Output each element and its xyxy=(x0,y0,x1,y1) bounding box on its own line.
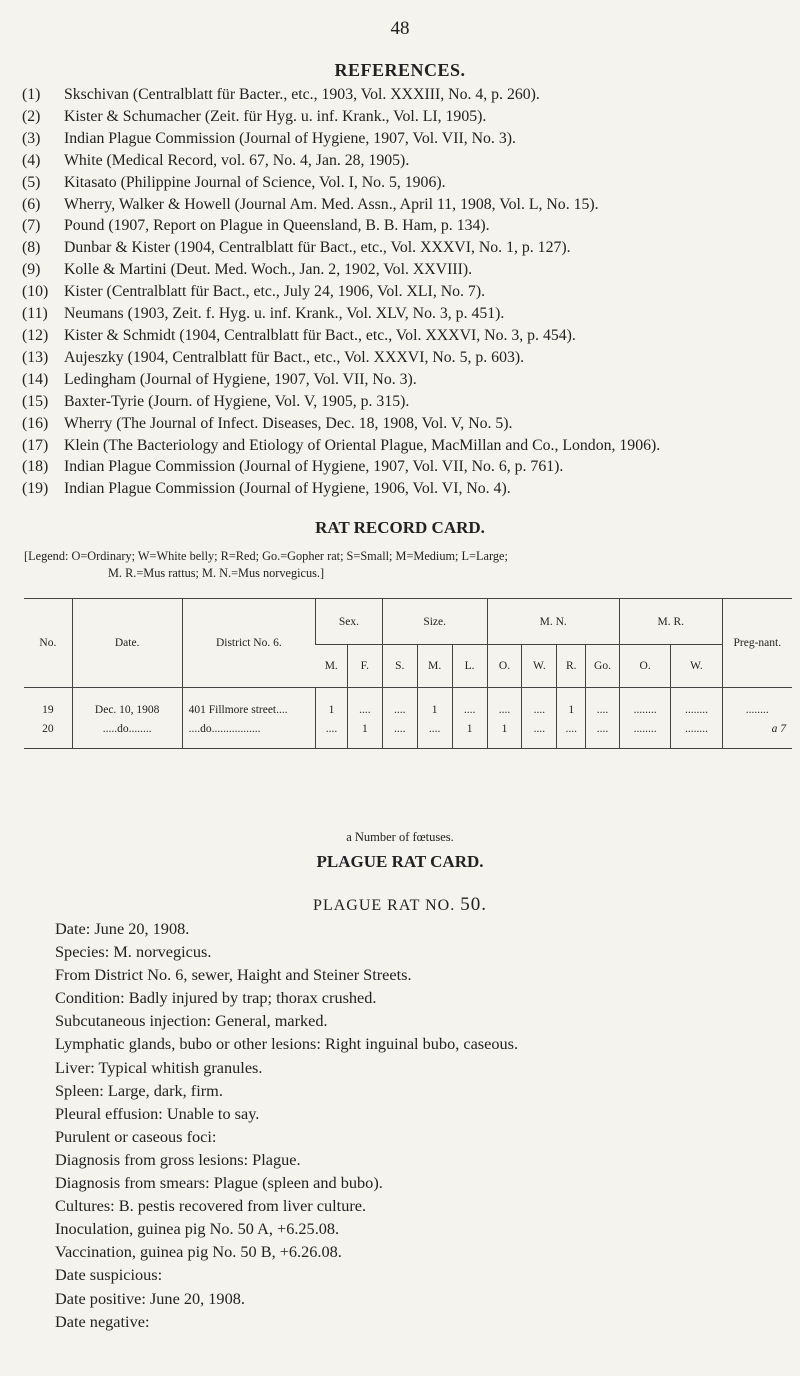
card-line: Date suspicious: xyxy=(55,1265,163,1285)
plague-card-body xyxy=(55,917,795,1333)
card-line: From District No. 6, sewer, Haight and Steiner Streets. xyxy=(55,965,412,985)
reference-item: (6) Wherry, Walker & Howell (Journal Am. Med. Assn., April 11, 1908, Vol. L, No. 15). xyxy=(22,195,599,213)
reference-item: (13) Aujeszky (1904, Centralblatt für Bact., etc., Vol. XXXVI, No. 5, p. 603). xyxy=(22,348,525,366)
table-row: 20 .....do........ ....do................. .... 1 .... .... 1 1 .... .... .... ........ ........ a 7 xyxy=(24,719,792,749)
subheading-number: 50. xyxy=(460,894,487,915)
col-pregnant: Preg-nant. xyxy=(722,599,792,688)
col-date: Date. xyxy=(72,599,182,688)
card-line: Diagnosis from smears: Plague (spleen and bubo). xyxy=(55,1173,383,1193)
card-line: Subcutaneous injection: General, marked. xyxy=(55,1011,328,1031)
card-line: Date positive: June 20, 1908. xyxy=(55,1288,245,1308)
reference-item: (19) Indian Plague Commission (Journal of Hygiene, 1906, Vol. VI, No. 4). xyxy=(22,480,511,498)
col-mr-o: O. xyxy=(619,645,670,688)
reference-item: (14) Ledingham (Journal of Hygiene, 1907, Vol. VII, No. 3). xyxy=(22,370,417,388)
references-heading: REFERENCES. xyxy=(334,60,466,80)
col-mn: M. N. xyxy=(487,599,619,645)
col-mn-go: Go. xyxy=(586,645,620,688)
col-size-s: S. xyxy=(382,645,417,688)
card-line: Vaccination, guinea pig No. 50 B, +6.26.08. xyxy=(55,1242,342,1262)
reference-item: (4) White (Medical Record, vol. 67, No. 4, Jan. 28, 1905). xyxy=(22,151,410,169)
card-line: Spleen: Large, dark, firm. xyxy=(55,1080,223,1100)
reference-item: (10) Kister (Centralblatt für Bact., etc., July 24, 1906, Vol. XLI, No. 7). xyxy=(22,283,486,301)
card-line: Purulent or caseous foci: xyxy=(55,1126,217,1146)
reference-item: (15) Baxter-Tyrie (Journ. of Hygiene, Vol. V, 1905, p. 315). xyxy=(22,392,410,410)
reference-item: (18) Indian Plague Commission (Journal of Hygiene, 1907, Vol. VII, No. 6, p. 761). xyxy=(22,458,564,476)
card-line: Pleural effusion: Unable to say. xyxy=(55,1103,260,1123)
reference-item: (16) Wherry (The Journal of Infect. Diseases, Dec. 18, 1908, Vol. V, No. 5). xyxy=(22,414,513,432)
rat-record-heading: RAT RECORD CARD. xyxy=(315,518,485,537)
card-line: Condition: Badly injured by trap; thorax crushed. xyxy=(55,988,377,1008)
reference-item: (12) Kister & Schmidt (1904, Centralblatt für Bact., etc., Vol. XXXVI, No. 3, p. 454). xyxy=(22,326,576,344)
rat-record-table xyxy=(24,598,792,749)
col-mn-r: R. xyxy=(557,645,586,688)
table-footnote: a Number of fœtuses. xyxy=(346,830,454,844)
col-mr: M. R. xyxy=(619,599,722,645)
card-line: Inoculation, guinea pig No. 50 A, +6.25.08. xyxy=(55,1219,340,1239)
references-list xyxy=(22,84,792,500)
card-line: Diagnosis from gross lesions: Plague. xyxy=(55,1149,301,1169)
col-size-l: L. xyxy=(452,645,487,688)
col-mn-o: O. xyxy=(487,645,522,688)
reference-item: (17) Klein (The Bacteriology and Etiology of Oriental Plague, MacMillan and Co., London, 1906). xyxy=(22,436,661,454)
card-line: Species: M. norvegicus. xyxy=(55,942,212,962)
col-sex: Sex. xyxy=(316,599,383,645)
page-number: 48 xyxy=(390,18,410,39)
col-no: No. xyxy=(39,637,57,649)
reference-item: (3) Indian Plague Commission (Journal of Hygiene, 1907, Vol. VII, No. 3). xyxy=(22,129,516,147)
reference-item: (7) Pound (1907, Report on Plague in Queensland, B. B. Ham, p. 134). xyxy=(22,217,490,235)
col-sex-m: M. xyxy=(316,645,348,688)
col-sex-f: F. xyxy=(347,645,382,688)
legend-line-1: [Legend: O=Ordinary; W=White belly; R=Red; Go.=Gopher rat; S=Small; M=Medium; L=Large; xyxy=(24,549,508,563)
reference-item: (9) Kolle & Martini (Deut. Med. Woch., Jan. 2, 1902, Vol. XXVIII). xyxy=(22,261,473,279)
rat-record-legend xyxy=(24,548,792,582)
card-line: Liver: Typical whitish granules. xyxy=(55,1057,263,1077)
card-line: Date: June 20, 1908. xyxy=(55,919,190,938)
subheading-prefix: PLAGUE RAT NO. xyxy=(313,897,456,914)
col-size: Size. xyxy=(382,599,487,645)
table-row: 19 Dec. 10, 1908 401 Fillmore street.... 1 .... .... 1 .... .... .... 1 .... ........ ........ ........ xyxy=(24,688,792,720)
legend-line-2: M. R.=Mus rattus; M. N.=Mus norvegicus.] xyxy=(108,566,325,580)
col-mr-w: W. xyxy=(671,645,722,688)
col-district: District No. 6. xyxy=(182,599,315,688)
card-line: Cultures: B. pestis recovered from liver culture. xyxy=(55,1196,367,1216)
reference-item: (2) Kister & Schumacher (Zeit. für Hyg. u. inf. Krank., Vol. LI, 1905). xyxy=(22,107,487,125)
reference-item: (11) Neumans (1903, Zeit. f. Hyg. u. inf. Krank., Vol. XLV, No. 3, p. 451). xyxy=(22,305,505,323)
plague-card-subheading xyxy=(0,894,800,916)
reference-item: (5) Kitasato (Philippine Journal of Science, Vol. I, No. 5, 1906). xyxy=(22,173,446,191)
reference-item: (8) Dunbar & Kister (1904, Centralblatt für Bact., etc., Vol. XXXVI, No. 1, p. 127). xyxy=(22,239,571,257)
plague-card-heading: PLAGUE RAT CARD. xyxy=(316,852,484,871)
col-size-m: M. xyxy=(417,645,452,688)
reference-item: (1) Skschivan (Centralblatt für Bacter., etc., 1903, Vol. XXXIII, No. 4, p. 260). xyxy=(22,86,540,103)
card-line: Date negative: xyxy=(55,1311,150,1331)
card-line: Lymphatic glands, bubo or other lesions: Right inguinal bubo, caseous. xyxy=(55,1034,519,1054)
col-mn-w: W. xyxy=(522,645,557,688)
